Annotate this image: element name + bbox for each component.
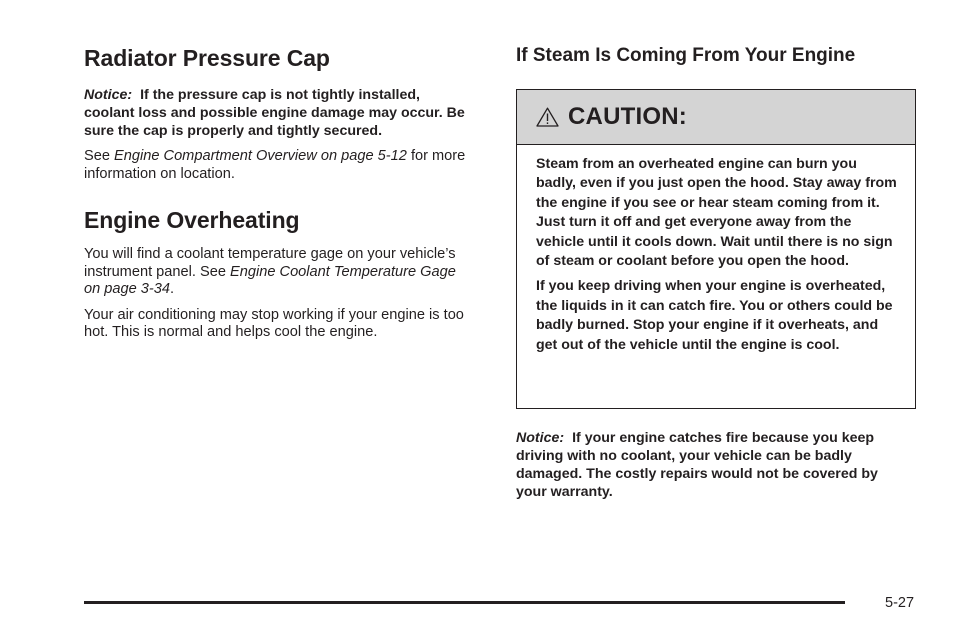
left-column: [84, 44, 474, 342]
coolant-temperature-gage-link[interactable]: Engine Coolant Temperature Gage on page 3-34: [84, 263, 456, 297]
air-conditioning-paragraph: Your air conditioning may stop working if your engine is too hot. This is normal and helps cool the engine.: [84, 306, 464, 340]
engine-fire-notice: [516, 429, 896, 501]
notice-label: Notice:: [516, 430, 565, 446]
caution-paragraph-fire: If you keep driving when your engine is overheated, the liquids in it can catch fire. You or others could be badly burned. Stop your engine if it overheats, and get out of the vehicle until the engine is cool.: [536, 278, 893, 353]
warning-triangle-icon: [536, 107, 559, 127]
see-suffix: for more information on location.: [84, 148, 466, 182]
steam-heading: If Steam Is Coming From Your Engine: [516, 45, 856, 66]
page-number: 5-27: [885, 595, 915, 611]
notice-label: Notice:: [84, 87, 133, 103]
notice-text: If your engine catches fire because you keep driving with no coolant, your vehicle can be badly damaged. The costly repairs would not be covered by your warranty.: [516, 430, 878, 500]
caution-body: [517, 145, 915, 355]
para1-end: .: [170, 281, 175, 297]
caution-box: [516, 89, 916, 409]
footer-rule: [84, 601, 845, 604]
see-prefix: See: [84, 148, 115, 164]
pressure-cap-notice: [84, 86, 474, 140]
caution-header: [517, 90, 915, 145]
caution-title: CAUTION:: [568, 103, 687, 130]
right-column: [516, 44, 918, 500]
para1-text: You will find a coolant temperature gage on your vehicle’s instrument panel. See: [84, 246, 456, 280]
notice-text: If the pressure cap is not tightly installed, coolant loss and possible engine damage may occur. Be sure the cap is properly and tightly secured.: [84, 87, 465, 139]
radiator-pressure-cap-heading: Radiator Pressure Cap: [84, 45, 330, 71]
location-reference-paragraph: [84, 148, 474, 183]
coolant-gage-paragraph: [84, 246, 474, 299]
engine-compartment-reference-link[interactable]: Engine Compartment Overview on page 5-12: [114, 148, 407, 164]
engine-overheating-heading: Engine Overheating: [84, 207, 300, 233]
caution-paragraph-steam: Steam from an overheated engine can burn you badly, even if you just open the hood. Stay away from the engine if you see or hear steam coming from it. Just turn it off and get everyone away from the vehicle until it cools down. Wait until there is no sign of steam or coolant before you open the hood.: [536, 156, 897, 270]
